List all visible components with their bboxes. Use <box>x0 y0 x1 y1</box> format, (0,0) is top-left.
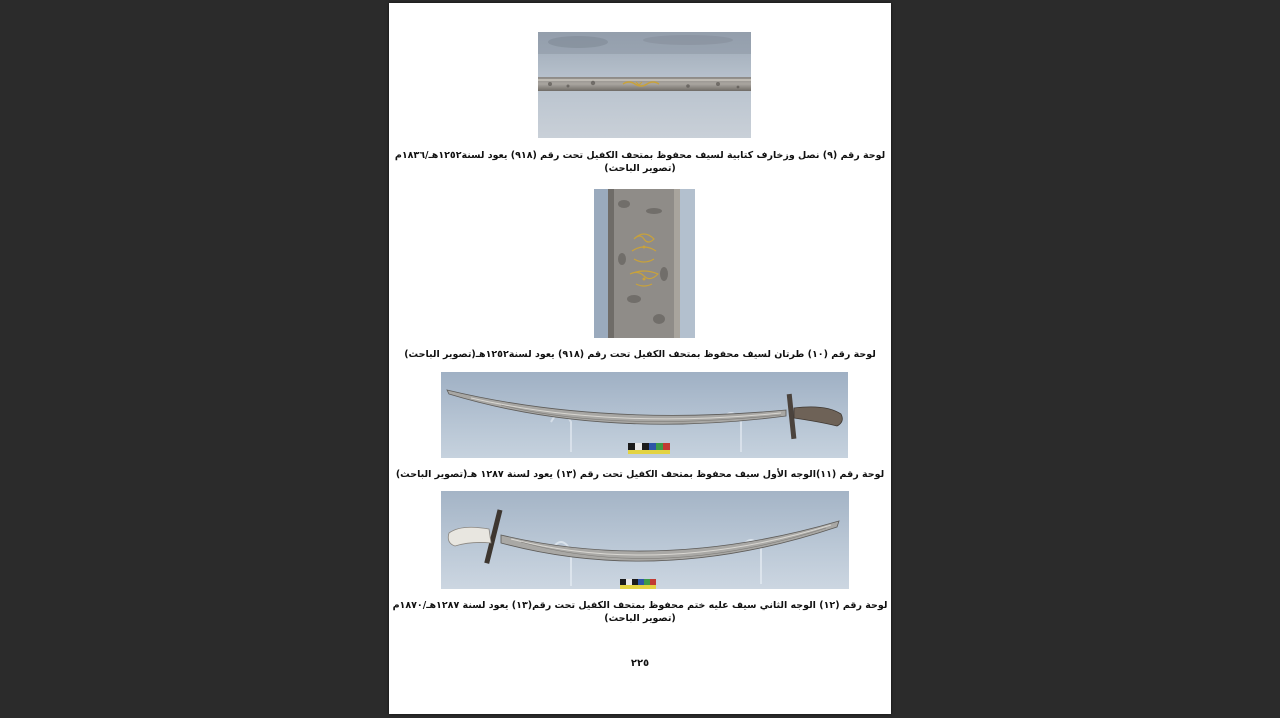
plate-10-caption-line-1: لوحة رقم (١٠) طرتان لسيف محفوظ بمتحف الكفيل تحت رقم (٩١٨) يعود لسنة١٢٥٢هـ(تصوير الباحث) <box>404 349 876 360</box>
plate-12-caption-line-2: (تصوير الباحث) <box>604 613 676 624</box>
plate-10-image <box>594 189 695 338</box>
plate-10-caption <box>389 348 891 361</box>
plate-12-image <box>441 491 849 589</box>
plate-9-caption <box>389 149 891 175</box>
plate-11-caption-line-1: لوحة رقم (١١)الوجه الأول سيف محفوظ بمتحف الكفيل تحت رقم (١٣) يعود لسنة ١٢٨٧ هـ(تصوير الباحث) <box>395 469 885 480</box>
blade-inscription-photo <box>538 32 751 138</box>
document-page <box>389 3 891 714</box>
plate-9-image <box>538 32 751 138</box>
plate-11-image <box>441 372 848 458</box>
color-scale-bar <box>620 579 656 589</box>
plate-9-caption-line-1: لوحة رقم (٩) نصل وزخارف كتابية لسيف محفوظ بمتحف الكفيل تحت رقم (٩١٨) يعود لسنة١٢٥٢هـ/١٨٣٦م <box>394 150 886 161</box>
sword-first-face-photo <box>441 372 848 458</box>
page-number: ٢٢٥ <box>630 658 650 669</box>
plate-12-caption <box>389 599 891 625</box>
plate-9-caption-line-2: (تصوير الباحث) <box>604 163 676 174</box>
plate-12-caption-line-1: لوحة رقم (١٢) الوجه الثاني سيف عليه ختم محفوظ بمتحف الكفيل تحت رقم(١٣) يعود لسنة ١٢٨٧هـ/١٨٧٠م <box>392 600 888 611</box>
blade-cartouche-photo <box>594 189 695 338</box>
plate-11-caption <box>389 468 891 481</box>
color-scale-bar <box>628 443 670 454</box>
sword-second-face-photo <box>441 491 849 589</box>
